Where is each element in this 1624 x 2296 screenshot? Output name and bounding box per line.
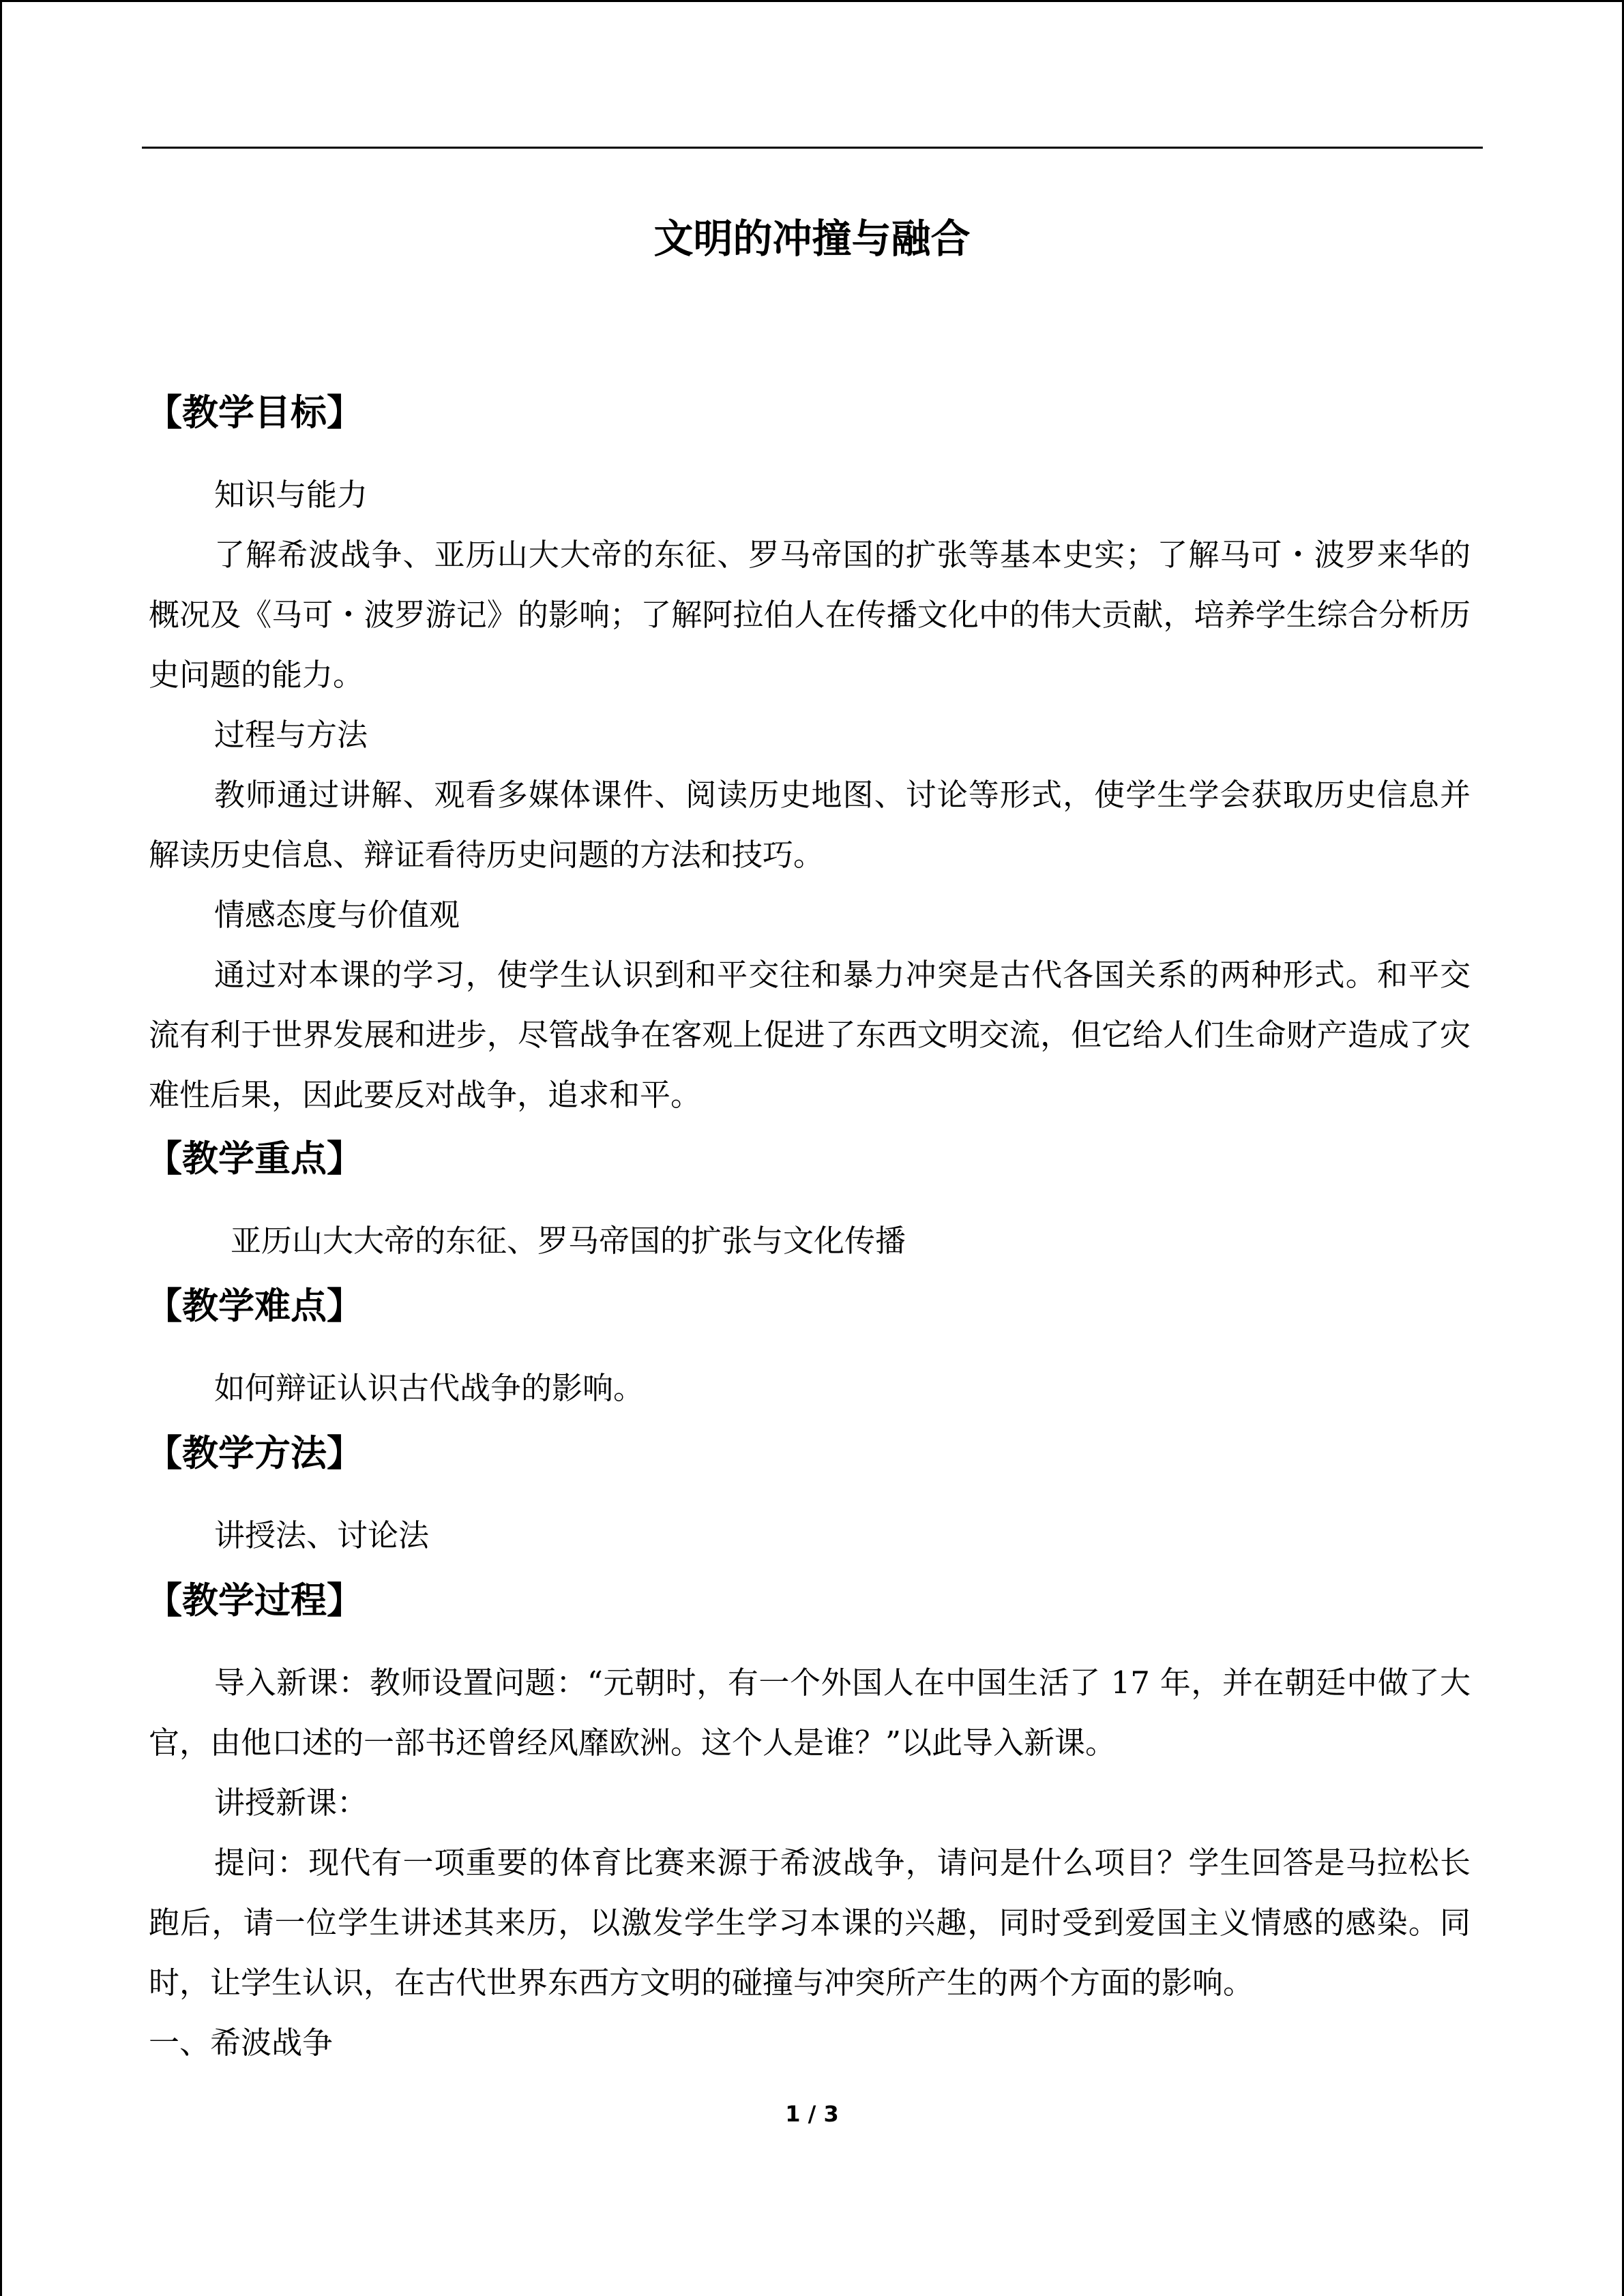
paragraph-question: 提问：现代有一项重要的体育比赛来源于希波战争，请问是什么项目？学生回答是马拉松长跑后，请一位学生讲述其来历，以激发学生学习本课的兴趣，同时受到爱国主义情感的感染。同时，让学生认识，在古代世界东西方文明的碰撞与冲突所产生的两个方面的影响。 (149, 1845, 1471, 2001)
page-number: 1 / 3 (785, 2101, 839, 2127)
page-title: 文明的冲撞与融合 (653, 215, 971, 262)
paragraph-process-method: 教师通过讲解、观看多媒体课件、阅读历史地图、讨论等形式，使学生学会获取历史信息并解读历史信息、辩证看待历史问题的方法和技巧。 (149, 777, 1471, 873)
heading-teaching-goals: 【教学目标】 (146, 392, 363, 434)
label-process-method: 过程与方法 (214, 717, 368, 753)
heading-methods: 【教学方法】 (146, 1433, 363, 1474)
text-key-points: 亚历山大大帝的东征、罗马帝国的扩张与文化传播 (231, 1223, 906, 1259)
text-methods: 讲授法、讨论法 (214, 1517, 430, 1553)
label-knowledge-ability: 知识与能力 (214, 477, 368, 513)
subsection-greco-persian-wars: 一、希波战争 (149, 2025, 334, 2061)
text-difficulties: 如何辩证认识古代战争的影响。 (214, 1370, 645, 1406)
paragraph-intro: 导入新课：教师设置问题：“元朝时，有一个外国人在中国生活了 17 年，并在朝廷中做了大官，由他口述的一部书还曾经风靡欧洲。这个人是谁？”以此导入新课。 (149, 1665, 1471, 1761)
header-rule (142, 147, 1483, 149)
heading-key-points: 【教学重点】 (146, 1138, 363, 1180)
heading-difficulties: 【教学难点】 (146, 1285, 363, 1327)
label-lecture: 讲授新课： (214, 1785, 368, 1821)
label-emotion-values: 情感态度与价值观 (214, 897, 460, 933)
paragraph-knowledge-ability: 了解希波战争、亚历山大大帝的东征、罗马帝国的扩张等基本史实；了解马可・波罗来华的概况及《马可・波罗游记》的影响；了解阿拉伯人在传播文化中的伟大贡献，培养学生综合分析历史问题的能力。 (149, 537, 1471, 693)
paragraph-emotion-values: 通过对本课的学习，使学生认识到和平交往和暴力冲突是古代各国关系的两种形式。和平交流有利于世界发展和进步，尽管战争在客观上促进了东西文明交流，但它给人们生命财产造成了灾难性后果，因此要反对战争，追求和平。 (149, 957, 1471, 1113)
heading-teaching-process: 【教学过程】 (146, 1580, 363, 1622)
